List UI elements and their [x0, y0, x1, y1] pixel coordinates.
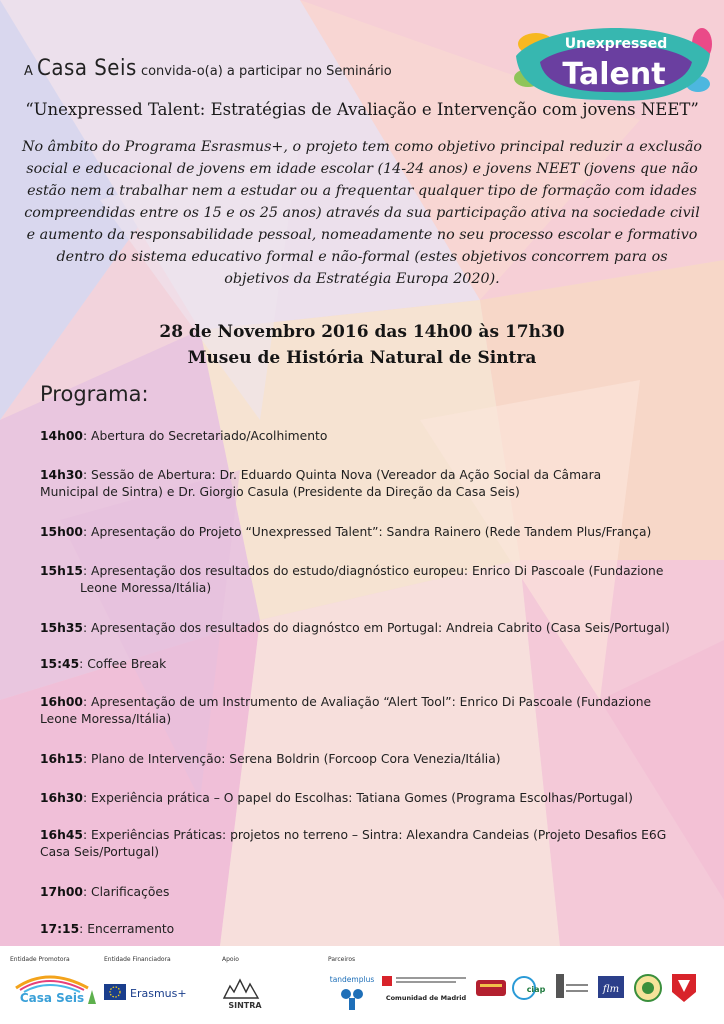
schedule-item [40, 563, 710, 597]
schedule-text-cont: Municipal de Sintra) e Dr. Giorgio Casula (Presidente da Direção da Casa Seis) [40, 485, 520, 499]
erasmus-logo [104, 982, 192, 1004]
schedule-text: : Clarificações [82, 885, 170, 899]
schedule-time: 16h15 [40, 752, 83, 766]
intro-line: e aumento da responsabilidade pessoal, nomeadamente no seu processo escolar e formativo [26, 227, 698, 243]
invite-text: convida-o(a) a participar no Seminário [140, 64, 392, 79]
casa-seis-text: Casa Seis [19, 991, 85, 1005]
schedule-text-cont: Leone Moressa/Itália) [40, 712, 172, 726]
schedule-item [40, 428, 710, 445]
event-date: 28 de Novembro 2016 das 14h00 às 17h30 [159, 322, 565, 342]
schedule-text: : Apresentação do Projeto “Unexpressed Talent”: Sandra Rainero (Rede Tandem Plus/França) [82, 525, 652, 539]
ciap-text: ciap [526, 985, 546, 994]
invite-prefix: A [24, 64, 33, 79]
schedule-time: 16h00 [40, 695, 83, 709]
schedule-text: : Experiência prática – O papel do Escolhas: Tatiana Gomes (Programa Escolhas/Portugal) [82, 791, 633, 805]
schedule-item [40, 656, 710, 673]
flm-text: flm [602, 984, 620, 995]
parceiros-label: Parceiros [328, 956, 356, 963]
schedule-item [40, 751, 710, 768]
intro-line: dentro do sistema educativo formal e não-formal (estes objetivos concorrem para os [56, 249, 668, 265]
unexpressed-talent-logo [506, 14, 714, 104]
schedule-text: : Apresentação dos resultados do estudo/diagnóstico europeu: Enrico Di Pascoale (Fundazione [82, 564, 664, 578]
schedule-time: 15:45 [40, 657, 80, 671]
schedule-text: : Apresentação dos resultados do diagnóstco em Portugal: Andreia Cabrito (Casa Seis/Portugal) [82, 621, 670, 635]
schedule-item [40, 790, 710, 807]
apoio-label: Apoio [222, 956, 239, 963]
promotora-label: Entidade Promotora [10, 956, 70, 963]
schedule-time: 14h30 [40, 468, 83, 482]
erasmus-text: Erasmus+ [130, 987, 187, 1000]
schedule-item [40, 921, 710, 938]
schedule-text: : Encerramento [79, 922, 175, 936]
schedule-text-cont: Leone Moressa/Itália) [80, 581, 212, 595]
financiadora-label: Entidade Financiadora [104, 956, 171, 963]
intro-line: estão nem a trabalhar nem a estudar ou a frequentar qualquer tipo de formação com idades [27, 183, 697, 199]
schedule-item [40, 524, 710, 541]
sintra-text: SINTRA [228, 1001, 262, 1010]
tandemplus-logo [326, 972, 378, 1012]
partner-logo-red-shield [668, 970, 700, 1006]
intro-line: No âmbito do Programa Esrasmus+, o projeto tem como objetivo principal reduzir a exclusão [22, 139, 702, 155]
schedule-item [40, 694, 710, 728]
partner-logo-red [474, 974, 508, 1002]
schedule-text: : Sessão de Abertura: Dr. Eduardo Quinta Nova (Vereador da Ação Social da Câmara [82, 468, 602, 482]
madrid-text: Comunidad de Madrid [385, 994, 467, 1002]
logo-line1: Unexpressed [564, 36, 668, 52]
event-venue: Museu de História Natural de Sintra [187, 348, 537, 368]
forcoop-logo [552, 970, 592, 1004]
tandemplus-text: tandemplus [329, 975, 375, 984]
schedule-text: : Coffee Break [79, 657, 167, 671]
logo-line2: Talent [562, 57, 666, 92]
invitation-line [24, 56, 392, 81]
flm-logo [596, 972, 626, 1004]
schedule-item [40, 827, 710, 861]
partner-logo-circle [632, 972, 664, 1004]
sponsor-footer [0, 946, 724, 1024]
schedule-item [40, 884, 710, 901]
schedule-time: 16h45 [40, 828, 83, 842]
sintra-logo [218, 972, 272, 1012]
seminar-title: “Unexpressed Talent: Estratégias de Avaliação e Intervenção com jovens NEET” [25, 100, 699, 119]
schedule-text: : Abertura do Secretariado/Acolhimento [82, 429, 328, 443]
madrid-logo [380, 974, 472, 1006]
program-heading: Programa: [40, 382, 149, 406]
schedule-time: 15h15 [40, 564, 83, 578]
schedule-text-cont: Casa Seis/Portugal) [40, 845, 160, 859]
schedule-item [40, 467, 710, 501]
intro-line: compreendidas entre os 15 e os 25 anos) através da sua participação ativa na sociedade civil [24, 205, 700, 221]
ciap-logo [510, 972, 550, 1004]
schedule-text: : Apresentação de um Instrumento de Avaliação “Alert Tool”: Enrico Di Pascoale (Fundazione [82, 695, 652, 709]
schedule-text: : Plano de Intervenção: Serena Boldrin (Forcoop Cora Venezia/Itália) [82, 752, 501, 766]
intro-line: social e educacional de jovens em idade escolar (14-24 anos) e jovens NEET (jovens que não [26, 161, 698, 177]
event-details [0, 319, 724, 371]
schedule-time: 17h00 [40, 885, 83, 899]
schedule-time: 14h00 [40, 429, 83, 443]
schedule-time: 17:15 [40, 922, 80, 936]
schedule-item [40, 620, 710, 637]
schedule-time: 16h30 [40, 791, 83, 805]
schedule-time: 15h35 [40, 621, 83, 635]
organization-name: Casa Seis [37, 56, 137, 81]
intro-paragraph [16, 136, 708, 290]
schedule-text: : Experiências Práticas: projetos no terreno – Sintra: Alexandra Candeias (Projeto Desafios E6G [82, 828, 667, 842]
intro-line: objetivos da Estratégia Europa 2020). [224, 271, 500, 287]
schedule-time: 15h00 [40, 525, 83, 539]
casa-seis-logo [8, 972, 96, 1006]
